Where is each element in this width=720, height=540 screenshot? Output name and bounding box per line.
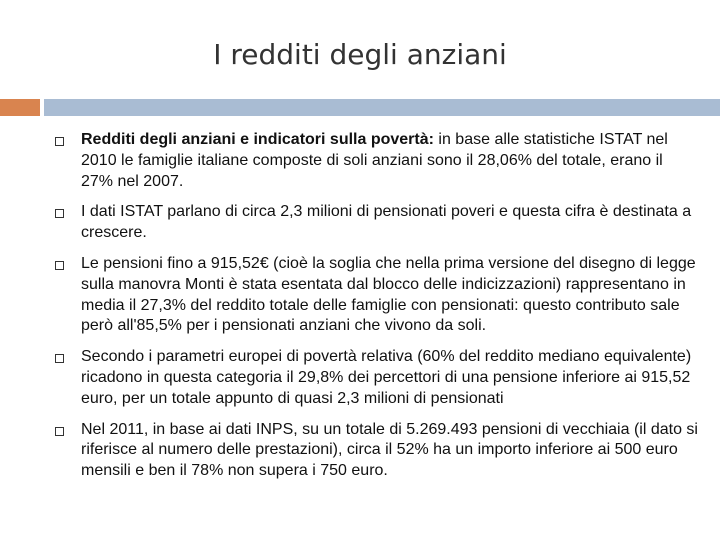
bullet-item	[0, 420, 720, 482]
square-bullet-icon	[55, 427, 64, 436]
bullet-lead: Redditi degli anziani e indicatori sulla povertà:	[81, 131, 434, 148]
square-bullet-icon	[55, 354, 64, 363]
bullet-item	[0, 254, 720, 337]
bullet-item	[0, 130, 720, 192]
bullet-list	[0, 130, 720, 492]
bullet-text: I dati ISTAT parlano di circa 2,3 milioni di pensionati poveri e questa cifra è destinata a crescere.	[81, 203, 692, 242]
accent-bar-orange	[0, 99, 40, 116]
square-bullet-icon	[55, 261, 64, 270]
square-bullet-icon	[55, 209, 64, 218]
bullet-text: Le pensioni fino a 915,52€ (cioè la soglia che nella prima versione del disegno di legge sulla manovra Monti è stata esentata dal blocco delle indicizzazioni) rappresentano in media il 27,3% del reddito totale delle famiglie con pensionati: questo contributo sale però all'85,5% per i pensionati anziani che vivono da soli.	[81, 254, 696, 335]
bullet-text: Nel 2011, in base ai dati INPS, su un totale di 5.269.493 pensioni di vecchiaia (il dato si riferisce al numero delle prestazioni), circa il 52% ha un importo inferiore ai 500 euro mensili e ben il 78% non supera i 750 euro.	[81, 420, 698, 480]
bullet-text: Secondo i parametri europei di povertà relativa (60% del reddito mediano equivalente) ricadono in questa categoria il 29,8% dei percettori di una pensione inferiore ai 915,52 euro, per un totale appunto di quasi 2,3 milioni di pensionati	[81, 348, 692, 407]
bullet-text: in base alle statistiche ISTAT nel 2010 le famiglie italiane composte di soli anziani sono il 28,06% del totale, erano il 27% nel 2007.	[81, 131, 668, 190]
accent-bar-blue	[44, 99, 720, 116]
bullet-item	[0, 202, 720, 244]
slide-title: I redditi degli anziani	[213, 38, 507, 71]
bullet-item	[0, 347, 720, 409]
square-bullet-icon	[55, 137, 64, 146]
